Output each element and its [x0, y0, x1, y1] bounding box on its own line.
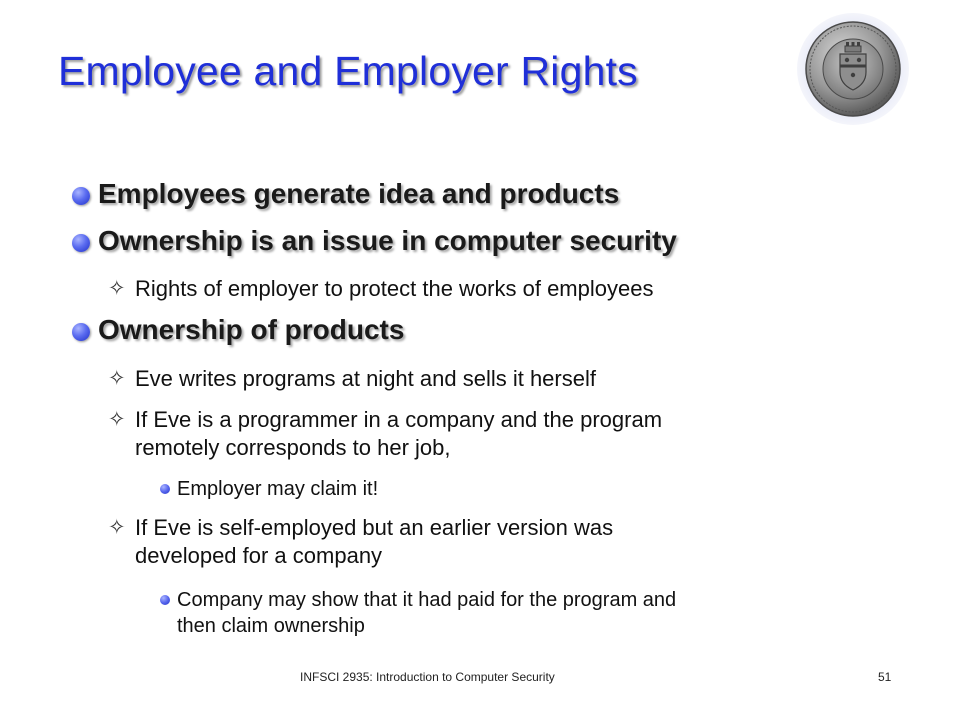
sub-bullet-text: If Eve is a programmer in a company and the program — [135, 407, 663, 432]
bullet-text: Ownership of products — [98, 314, 405, 345]
detail-bullet-text: then claim ownership — [177, 615, 365, 637]
hollow-four-point-star-icon: ✧ — [108, 515, 126, 539]
page-number: 51 — [878, 670, 892, 684]
hollow-four-point-star-icon: ✧ — [108, 276, 126, 300]
blue-ball-icon — [72, 187, 90, 205]
sub-bullet-text: Rights of employer to protect the works of employees — [135, 276, 654, 301]
hollow-four-point-star-icon: ✧ — [108, 366, 126, 390]
detail-bullet-text: Employer may claim it! — [177, 478, 379, 500]
sub-bullet-text: If Eve is self-employed but an earlier version was — [135, 515, 614, 540]
blue-ball-icon — [72, 323, 90, 341]
seal-graphic — [796, 12, 910, 126]
sub-bullet-text: developed for a company — [135, 543, 383, 568]
blue-ball-icon — [72, 234, 90, 252]
detail-bullet-text: Company may show that it had paid for the program and — [177, 589, 677, 611]
sub-bullet-text: remotely corresponds to her job, — [135, 435, 451, 460]
small-blue-ball-icon — [160, 595, 170, 605]
slide-title: Employee and Employer Rights — [58, 48, 638, 94]
sub-bullet-text: Eve writes programs at night and sells it herself — [135, 366, 596, 391]
small-blue-ball-icon — [160, 484, 170, 494]
hollow-four-point-star-icon: ✧ — [108, 407, 126, 431]
bullet-text: Employees generate idea and products — [98, 178, 620, 209]
footer-course: INFSCI 2935: Introduction to Computer Security — [300, 670, 555, 684]
bullet-text: Ownership is an issue in computer security — [98, 225, 677, 256]
university-seal-logo — [796, 12, 910, 126]
